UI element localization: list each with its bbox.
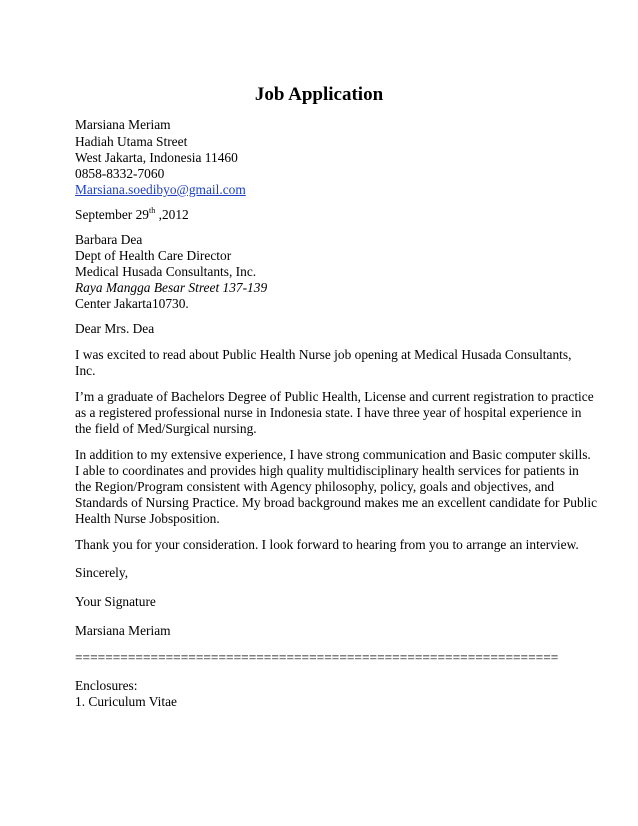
sender-email-link[interactable]: Marsiana.soedibyo@gmail.com (75, 182, 246, 197)
paragraph-line: Health Nurse Jobsposition. (75, 511, 220, 526)
paragraph-line: the field of Med/Surgical nursing. (75, 421, 257, 436)
date-suffix: th (149, 206, 156, 215)
sender-street: Hadiah Utama Street (75, 134, 188, 149)
paragraph-line: I able to coordinates and provides high quality multidisciplinary health services for patients in (75, 463, 579, 478)
separator-rule: ================================================================ (75, 650, 559, 665)
paragraph-line: I was excited to read about Public Health Nurse job opening at Medical Husada Consultants, (75, 347, 572, 362)
recipient-company: Medical Husada Consultants, Inc. (75, 264, 257, 279)
paragraph-line: Inc. (75, 363, 96, 378)
paragraph-line: Standards of Nursing Practice. My broad background makes me an excellent candidate for Public (75, 495, 598, 510)
date-month-day: September 29 (75, 207, 150, 222)
paragraph-line: Thank you for your consideration. I look forward to hearing from you to arrange an interview. (75, 537, 579, 552)
letter-title: Job Application (254, 84, 384, 105)
paragraph-line: I’m a graduate of Bachelors Degree of Public Health, License and current registration to practice (75, 389, 594, 404)
sender-phone: 0858-8332-7060 (75, 166, 165, 181)
date-year: ,2012 (155, 207, 189, 222)
recipient-city: Center Jakarta10730. (75, 296, 189, 311)
signer-name: Marsiana Meriam (75, 623, 171, 638)
recipient-street: Raya Mangga Besar Street 137-139 (75, 280, 268, 295)
sender-city: West Jakarta, Indonesia 11460 (75, 150, 238, 165)
signature-label: Your Signature (75, 594, 156, 609)
sender-name: Marsiana Meriam (75, 117, 171, 132)
closing: Sincerely, (75, 565, 129, 580)
letter-date (75, 206, 189, 223)
enclosures-heading: Enclosures: (75, 678, 138, 693)
paragraph-line: In addition to my extensive experience, I have strong communication and Basic computer skills. (75, 447, 591, 462)
paragraph-line: as a registered professional nurse in Indonesia state. I have three year of hospital experience in (75, 405, 582, 420)
enclosure-item: 1. Curiculum Vitae (75, 694, 177, 709)
recipient-name: Barbara Dea (75, 232, 143, 247)
salutation: Dear Mrs. Dea (75, 321, 155, 336)
recipient-title: Dept of Health Care Director (75, 248, 232, 263)
paragraph-line: the Region/Program consistent with Agency philosophy, policy, goals and objectives, and (75, 479, 555, 494)
